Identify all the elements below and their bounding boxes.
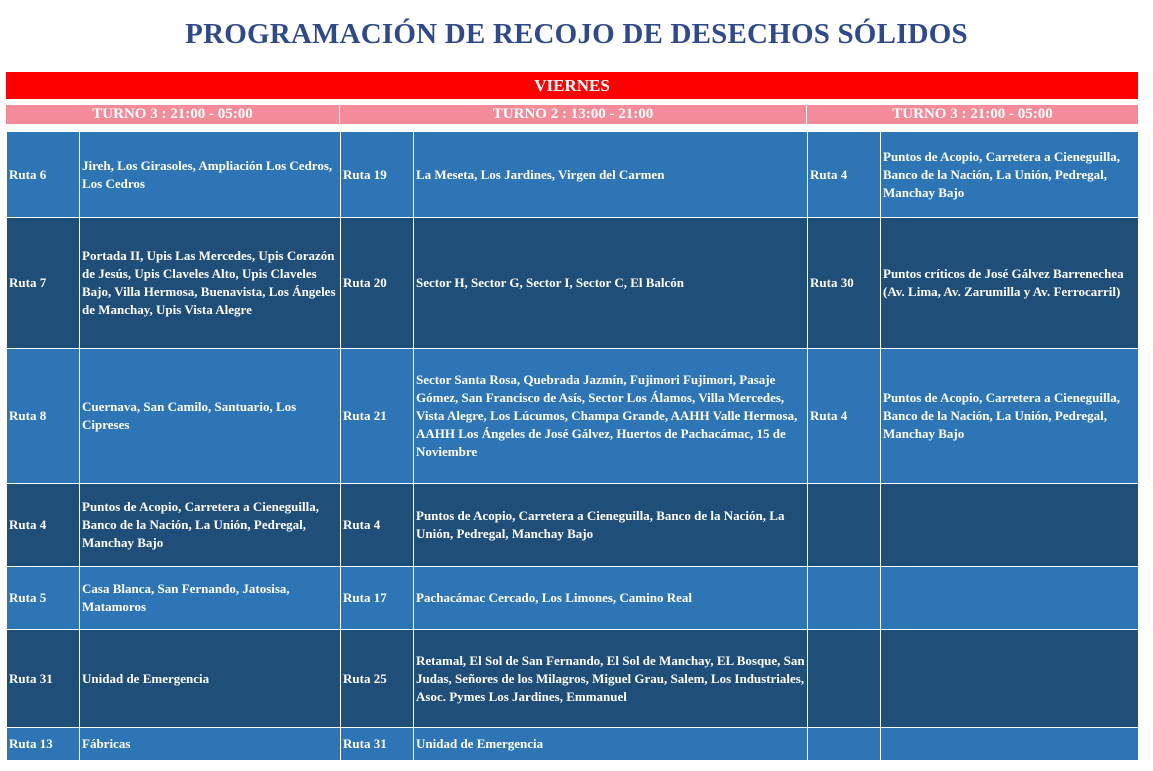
schedule-table bbox=[6, 131, 1139, 761]
route-cell: Ruta 4 bbox=[808, 349, 881, 484]
areas-cell bbox=[881, 567, 1139, 630]
areas-cell: Puntos de Acopio, Carretera a Cieneguilla, Banco de la Nación, La Unión, Pedregal, Manchay Bajo bbox=[881, 132, 1139, 218]
shift-header-row bbox=[6, 105, 1138, 124]
table-row bbox=[7, 218, 1139, 349]
shift-header: TURNO 2 : 13:00 - 21:00 bbox=[340, 105, 807, 124]
route-cell: Ruta 31 bbox=[341, 728, 414, 761]
route-cell: Ruta 21 bbox=[341, 349, 414, 484]
route-cell: Ruta 13 bbox=[7, 728, 80, 761]
table-row bbox=[7, 728, 1139, 761]
table-row bbox=[7, 630, 1139, 728]
day-header: VIERNES bbox=[6, 72, 1138, 99]
table-row bbox=[7, 349, 1139, 484]
table-row bbox=[7, 567, 1139, 630]
route-cell bbox=[808, 484, 881, 567]
route-cell: Ruta 4 bbox=[7, 484, 80, 567]
areas-cell: Retamal, El Sol de San Fernando, El Sol de Manchay, EL Bosque, San Judas, Señores de los Milagros, Miguel Grau, Salem, Los Industriales, Asoc. Pymes Los Jardines, Emmanuel bbox=[414, 630, 808, 728]
areas-cell: Puntos críticos de José Gálvez Barrenechea (Av. Lima, Av. Zarumilla y Av. Ferrocarril) bbox=[881, 218, 1139, 349]
areas-cell bbox=[881, 630, 1139, 728]
table-row bbox=[7, 132, 1139, 218]
areas-cell: Cuernava, San Camilo, Santuario, Los Cipreses bbox=[80, 349, 341, 484]
route-cell: Ruta 8 bbox=[7, 349, 80, 484]
route-cell: Ruta 19 bbox=[341, 132, 414, 218]
route-cell: Ruta 20 bbox=[341, 218, 414, 349]
areas-cell: Unidad de Emergencia bbox=[414, 728, 808, 761]
areas-cell bbox=[881, 728, 1139, 761]
route-cell: Ruta 17 bbox=[341, 567, 414, 630]
areas-cell: Sector Santa Rosa, Quebrada Jazmín, Fujimori Fujimori, Pasaje Gómez, San Francisco de Asís, Sector Los Álamos, Villa Mercedes, Vista Alegre, Los Lúcumos, Champa Grande, AAHH Valle Hermosa, AAHH Los Ángeles de José Gálvez, Huertos de Pachacámac, 15 de Noviembre bbox=[414, 349, 808, 484]
route-cell: Ruta 7 bbox=[7, 218, 80, 349]
route-cell: Ruta 4 bbox=[341, 484, 414, 567]
areas-cell: Portada II, Upis Las Mercedes, Upis Corazón de Jesús, Upis Claveles Alto, Upis Claveles Bajo, Villa Hermosa, Buenavista, Los Ángeles de Manchay, Upis Vista Alegre bbox=[80, 218, 341, 349]
areas-cell: Pachacámac Cercado, Los Limones, Camino Real bbox=[414, 567, 808, 630]
route-cell: Ruta 30 bbox=[808, 218, 881, 349]
shift-header: TURNO 3 : 21:00 - 05:00 bbox=[807, 105, 1138, 124]
route-cell: Ruta 4 bbox=[808, 132, 881, 218]
route-cell: Ruta 31 bbox=[7, 630, 80, 728]
areas-cell: La Meseta, Los Jardines, Virgen del Carmen bbox=[414, 132, 808, 218]
shift-header: TURNO 3 : 21:00 - 05:00 bbox=[6, 105, 340, 124]
areas-cell: Fábricas bbox=[80, 728, 341, 761]
areas-cell: Puntos de Acopio, Carretera a Cieneguilla, Banco de la Nación, La Unión, Pedregal, Manchay Bajo bbox=[881, 349, 1139, 484]
route-cell bbox=[808, 728, 881, 761]
areas-cell: Sector H, Sector G, Sector I, Sector C, El Balcón bbox=[414, 218, 808, 349]
areas-cell: Puntos de Acopio, Carretera a Cieneguilla, Banco de la Nación, La Unión, Pedregal, Manchay Bajo bbox=[414, 484, 808, 567]
page-title: PROGRAMACIÓN DE RECOJO DE DESECHOS SÓLIDOS bbox=[185, 18, 968, 50]
areas-cell: Unidad de Emergencia bbox=[80, 630, 341, 728]
route-cell bbox=[808, 630, 881, 728]
route-cell: Ruta 6 bbox=[7, 132, 80, 218]
areas-cell: Casa Blanca, San Fernando, Jatosisa, Matamoros bbox=[80, 567, 341, 630]
areas-cell: Puntos de Acopio, Carretera a Cieneguilla, Banco de la Nación, La Unión, Pedregal, Manchay Bajo bbox=[80, 484, 341, 567]
route-cell: Ruta 25 bbox=[341, 630, 414, 728]
areas-cell: Jireh, Los Girasoles, Ampliación Los Cedros, Los Cedros bbox=[80, 132, 341, 218]
areas-cell bbox=[881, 484, 1139, 567]
table-row bbox=[7, 484, 1139, 567]
route-cell: Ruta 5 bbox=[7, 567, 80, 630]
route-cell bbox=[808, 567, 881, 630]
